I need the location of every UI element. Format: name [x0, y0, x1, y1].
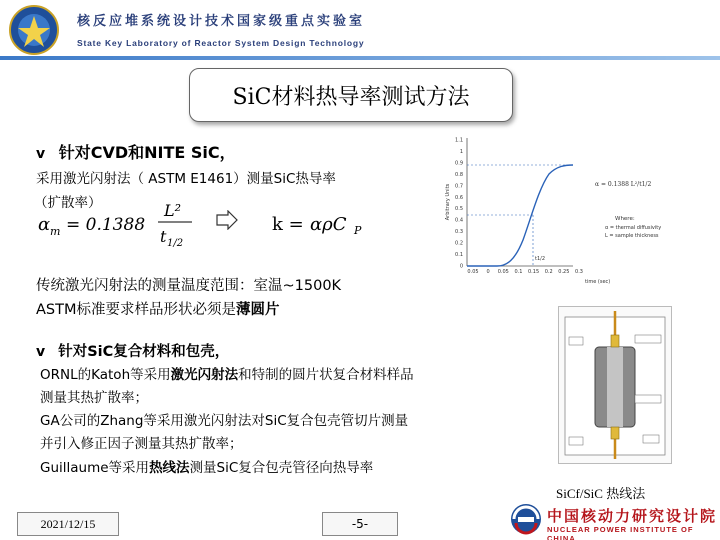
org-name-cn: 中国核动力研究设计院 [547, 507, 718, 525]
section2-line1 [40, 363, 414, 383]
y-tick-label: 0.4 [455, 217, 463, 224]
y-tick-label: 0.6 [455, 194, 463, 201]
y-tick-label: 1.1 [455, 137, 463, 144]
section2-heading: 针对SiC复合材料和包壳， [58, 344, 230, 360]
y-tick-label: 0.1 [455, 252, 463, 259]
y-tick-label: 0.7 [455, 183, 463, 190]
svg-text:αρC: αρC [310, 214, 347, 235]
section1-line1: 采用激光闪射法（ ASTM E1461）测量SiC热导率 [36, 171, 336, 187]
measurement-range: 传统激光闪射法的测量温度范围：室温~1500K [36, 278, 342, 294]
svg-text:P: P [354, 224, 362, 237]
svg-text:t: t [160, 227, 167, 246]
bullet-icon: v [36, 344, 46, 360]
org-name-en: NUCLEAR POWER INSTITUTE OF CHINA [547, 525, 694, 540]
title-box [189, 68, 513, 122]
formula-alpha [36, 192, 196, 254]
y-tick-label: 0 [459, 263, 463, 270]
y-tick-label: 0.2 [455, 240, 463, 247]
svg-text:m: m [50, 225, 61, 238]
legend-l: L = sample thickness [605, 233, 659, 239]
y-axis-label: Arbitrary Units [445, 183, 451, 221]
footer-date: 2021/12/15 [17, 512, 119, 536]
arrow-icon [216, 210, 238, 230]
t-half-label: t1/2 [535, 256, 546, 262]
section2-line1-pre: ORNL的Katoh等采用 [40, 367, 171, 383]
section1-line2: （扩散率） [34, 195, 102, 211]
x-axis-label: time (sec) [585, 279, 611, 285]
section1-heading-row [36, 140, 236, 163]
section1-heading: 针对CVD和NITE SiC， [58, 143, 236, 162]
astm-requirement-text: ASTM标准要求样品形状必须是 [36, 302, 236, 318]
section2-heading-row [36, 340, 229, 361]
footer-page-number: -5- [322, 512, 398, 536]
x-tick-label: 0.05 [467, 269, 479, 275]
astm-requirement-bold: 薄圆片 [236, 302, 280, 318]
legend-alpha: α = thermal diffusivity [605, 225, 662, 231]
x-tick-label: 0.05 [497, 269, 509, 275]
svg-text:L²: L² [164, 201, 182, 220]
svg-text:α: α [38, 214, 51, 235]
x-tick-label: 0.2 [544, 269, 553, 275]
x-tick-label: 0.15 [528, 269, 540, 275]
npic-logo [508, 502, 544, 536]
section2-line2: 测量其热扩散率； [40, 390, 148, 406]
y-tick-label: 1 [459, 148, 463, 155]
section2-line5-bold: 热线法 [149, 460, 190, 476]
slide-title: SiC材料热导率测试方法 [232, 84, 470, 110]
diagram-caption: SiCf/SiC 热线法 [556, 486, 646, 501]
hot-wire-diagram [558, 306, 672, 464]
lab-name-cn: 核反应堆系统设计技术国家级重点实验室 [77, 14, 366, 29]
section2-line1-post: 和特制的圆片状复合材料样品 [238, 367, 414, 383]
svg-text:1/2: 1/2 [167, 238, 184, 249]
y-tick-label: 0.3 [455, 229, 463, 236]
formula-k [272, 210, 372, 238]
lab-logo [4, 4, 64, 56]
svg-text:k =: k = [272, 214, 304, 235]
x-tick-label: 0.1 [514, 269, 523, 275]
x-tick-label: 0.3 [575, 269, 583, 275]
chart-equation: α = 0.1388 L²/t1/2 [595, 181, 652, 188]
section2-line5-post: 测量SiC复合包壳管径向热导率 [189, 460, 374, 476]
svg-text:= 0.1388: = 0.1388 [66, 215, 146, 235]
section2-line4: 并引入修正因子测量其热扩散率； [40, 436, 243, 452]
y-tick-label: 0.5 [455, 206, 463, 213]
header-rule [0, 56, 720, 60]
y-tick-label: 0.8 [455, 171, 463, 178]
astm-requirement [36, 298, 280, 319]
x-tick-label: 0 [486, 269, 490, 275]
section2-line3: GA公司的Zhang等采用激光闪射法对SiC复合包壳管切片测量 [40, 413, 409, 429]
flash-curve-chart [445, 132, 715, 292]
lab-name-en: State Key Laboratory of Reactor System Design Technology [77, 38, 365, 48]
legend-where: Where: [615, 216, 635, 222]
bullet-icon: v [36, 146, 46, 162]
section2-line5 [40, 456, 373, 476]
y-tick-label: 0.9 [455, 160, 463, 167]
section2-line5-pre: Guillaume等采用 [40, 460, 150, 476]
section2-line1-bold: 激光闪射法 [170, 367, 239, 383]
x-tick-label: 0.25 [558, 269, 570, 275]
